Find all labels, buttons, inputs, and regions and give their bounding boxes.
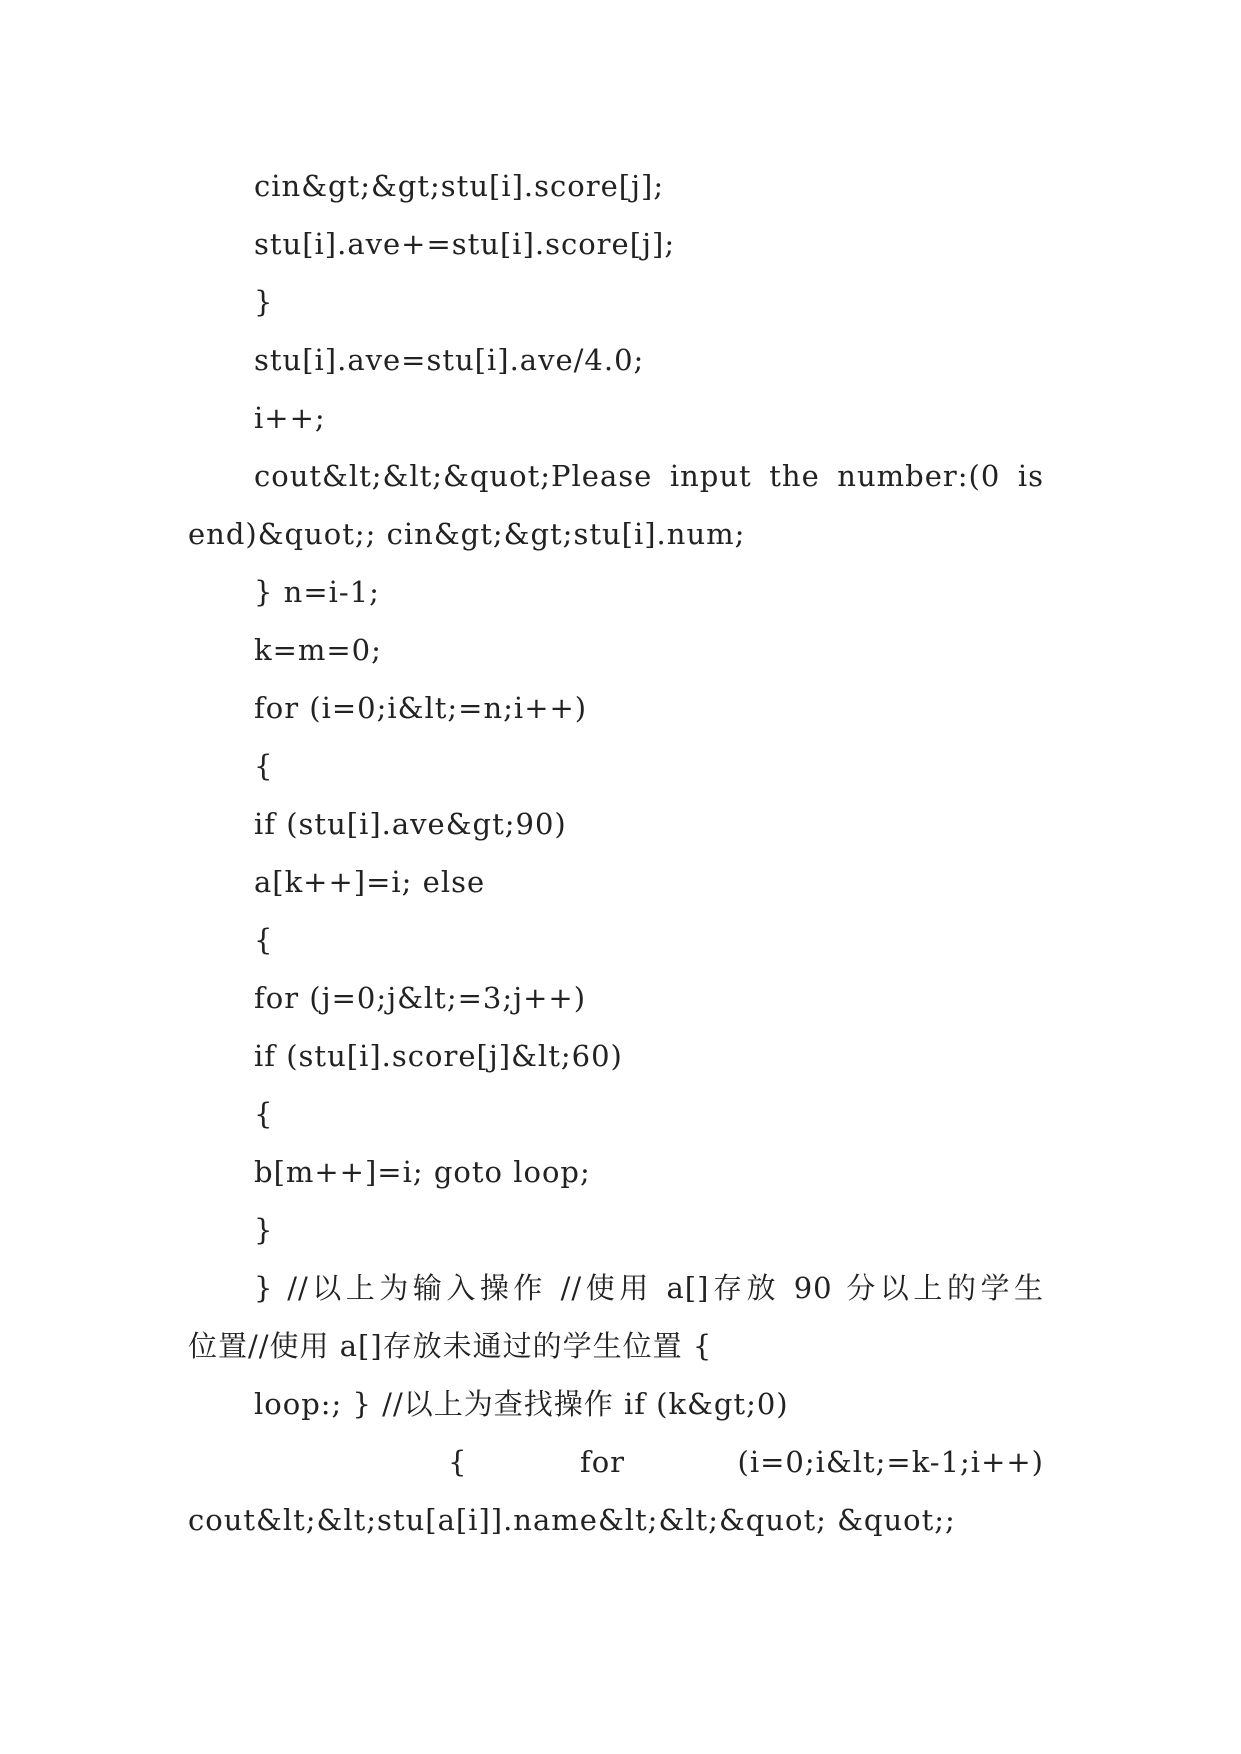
code-line: { [254, 749, 274, 783]
code-line: k=m=0; [254, 633, 382, 667]
code-line: i++; [254, 401, 326, 435]
code-line: stu[i].ave=stu[i].ave/4.0; [254, 343, 645, 377]
code-line: cout&lt;&lt;stu[a[i]].name&lt;&lt;&quot; &quot;; [188, 1503, 956, 1537]
code-line: loop:; } //以上为查找操作 if (k&gt;0) [254, 1387, 789, 1421]
code-line: a[k++]=i; else [254, 865, 486, 899]
code-line: { [254, 1097, 274, 1131]
code-line: stu[i].ave+=stu[i].score[j]; [254, 227, 676, 261]
code-line: { for (i=0;i&lt;=k-1;i++) [448, 1445, 1044, 1479]
code-line: for (i=0;i&lt;=n;i++) [254, 691, 588, 725]
code-line: for (j=0;j&lt;=3;j++) [254, 981, 587, 1015]
code-line: 位置//使用 a[]存放未通过的学生位置 { [188, 1329, 713, 1363]
code-line: } //以上为输入操作 //使用 a[]存放 90 分以上的学生 [254, 1271, 1044, 1305]
code-line: cout&lt;&lt;&quot;Please input the number:(0 is [254, 459, 1044, 493]
code-line: } [254, 1213, 274, 1247]
code-line: } [254, 285, 274, 319]
code-line: { [254, 923, 274, 957]
code-line: } n=i-1; [254, 575, 380, 609]
code-line: if (stu[i].ave&gt;90) [254, 807, 567, 841]
code-line: b[m++]=i; goto loop; [254, 1155, 591, 1189]
code-line: cin&gt;&gt;stu[i].score[j]; [254, 169, 665, 203]
code-line: end)&quot;; cin&gt;&gt;stu[i].num; [188, 517, 746, 551]
code-line: if (stu[i].score[j]&lt;60) [254, 1039, 623, 1073]
